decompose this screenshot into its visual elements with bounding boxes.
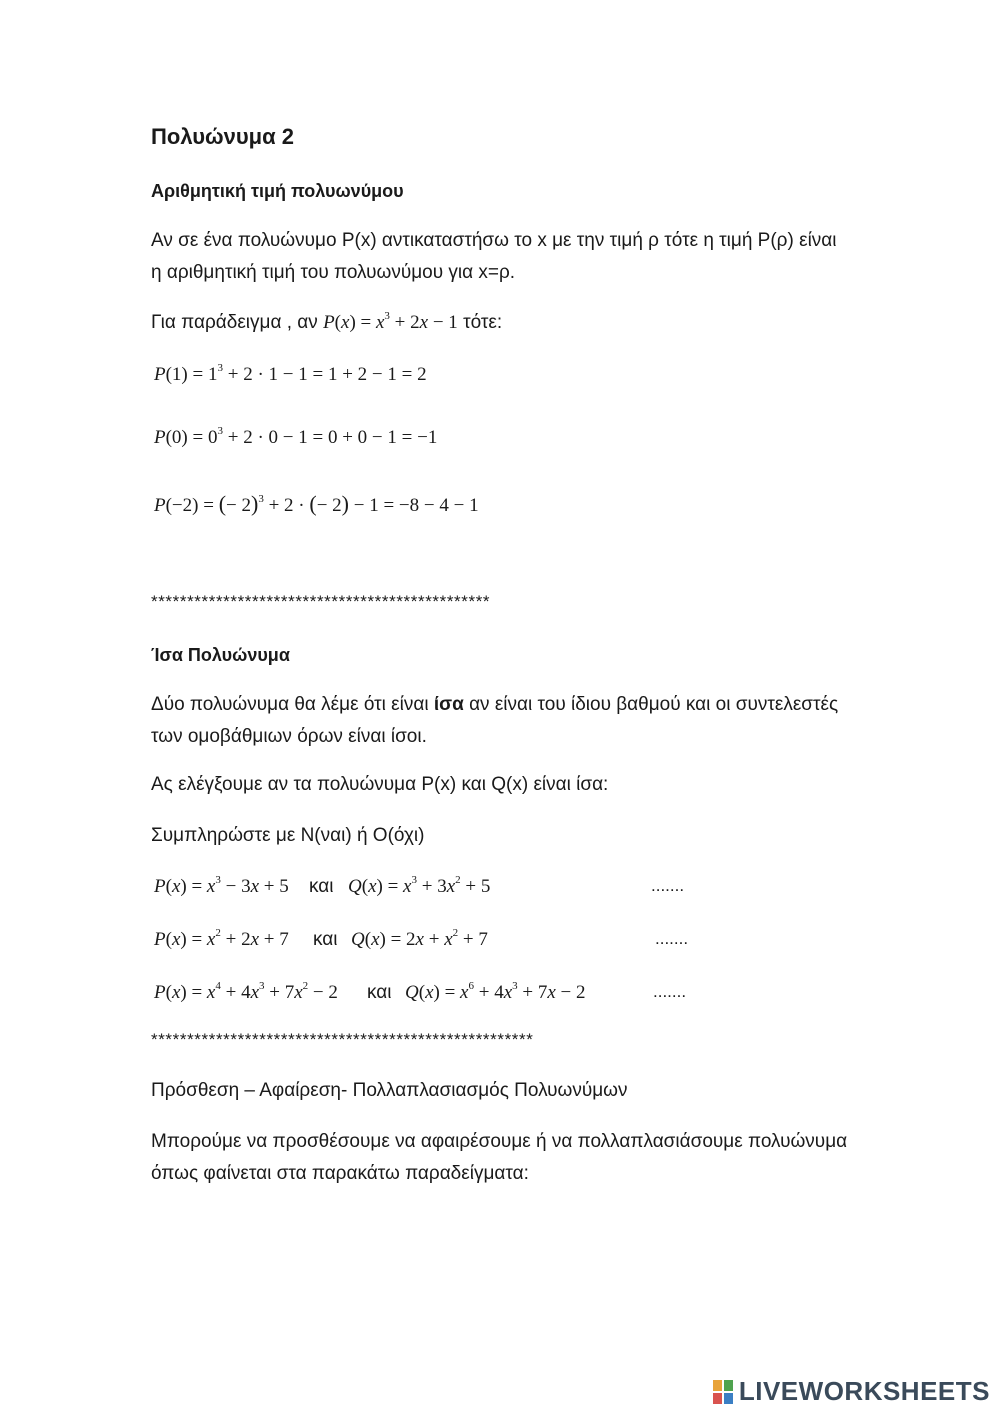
logo-square-2 xyxy=(724,1380,733,1391)
logo-text: LIVEWORKSHEETS xyxy=(738,1376,990,1406)
calc-line-1: $P(1) = 1^3 + 2 \cdot 1 - 1 = 1 + 2 - 1 = 2$ xyxy=(154,362,427,385)
page-title: Πολυώνυμα 2 xyxy=(151,124,294,149)
section2-paragraph-post: αν είναι του ίδιου βαθμού και οι συντελεστές των ομοβάθμιων όρων είναι ίσοι. xyxy=(151,694,839,747)
pair-row-2-p: $P(x) = x^2 + 2x + 7$ xyxy=(154,927,289,950)
pair-row-1-p: $P(x) = x^3 - 3x + 5$ xyxy=(154,874,289,897)
check-text: Ας ελέγξουμε αν τα πολυώνυμα P(x) και Q(x) είναι ίσα: xyxy=(151,774,609,795)
pair-row-1-q: $Q(x) = x^3 + 3x^2 + 5$ xyxy=(348,874,491,897)
example-suffix: τότε: xyxy=(463,312,503,333)
pair-row-3-answer[interactable]: ....... xyxy=(653,982,687,1001)
instruction-text: Συμπληρώστε με Ν(ναι) ή Ο(όχι) xyxy=(151,825,425,846)
pair-row-3-connector: και xyxy=(367,982,392,1003)
separator-1: *********************************************** xyxy=(151,592,491,611)
separator-2: ***************************************************** xyxy=(151,1030,534,1049)
pair-row-3-q: $Q(x) = x^6 + 4x^3 + 7x - 2$ xyxy=(405,980,586,1003)
section2-paragraph-pre: Δύο πολυώνυμα θα λέμε ότι είναι xyxy=(151,694,434,715)
logo-square-4 xyxy=(724,1393,733,1404)
pair-row-2-q: $Q(x) = 2x + x^2 + 7$ xyxy=(351,927,488,950)
section1-paragraph: Αν σε ένα πολυώνυμο P(x) αντικαταστήσω το x με την τιμή ρ τότε η τιμή P(ρ) είναι η αριθμητική τιμή του πολυωνύμου για x=ρ. xyxy=(151,230,837,283)
section1-heading: Αριθμητική τιμή πολυωνύμου xyxy=(151,181,404,201)
section2-paragraph-bold: ίσα xyxy=(433,694,464,715)
logo-square-3 xyxy=(713,1393,722,1404)
pair-row-1-answer[interactable]: ....... xyxy=(651,876,685,895)
section2-paragraph xyxy=(151,689,851,753)
section3-heading: Πρόσθεση – Αφαίρεση- Πολλαπλασιασμός Πολυωνύμων xyxy=(151,1080,628,1101)
section2-heading: Ίσα Πολυώνυμα xyxy=(151,645,290,665)
pair-row-2-connector: και xyxy=(313,929,338,950)
calc-line-2: $P(0) = 0^3 + 2 \cdot 0 - 1 = 0 + 0 - 1 = -1$ xyxy=(154,425,438,448)
section3-paragraph: Μπορούμε να προσθέσουμε να αφαιρέσουμε ή να πολλαπλασιάσουμε πολυώνυμα όπως φαίνεται στα παρακάτω παραδείγματα: xyxy=(151,1131,848,1184)
pair-row-2-answer[interactable]: ....... xyxy=(655,929,689,948)
pair-row-1-connector: και xyxy=(309,876,334,897)
liveworksheets-logo[interactable] xyxy=(713,1376,990,1407)
calc-line-3: P(−2) = (− 2)$^3$ + 2 · (− 2) − 1 = −8 − 4 − 1 xyxy=(154,491,479,516)
logo-mark-icon xyxy=(713,1380,733,1404)
example-polynomial: $P(x) = x^3 + 2x - 1$ xyxy=(323,310,458,333)
logo-square-1 xyxy=(713,1380,722,1391)
example-prefix: Για παράδειγμα , αν xyxy=(151,312,318,333)
example-line xyxy=(151,312,502,334)
pair-row-3-p: $P(x) = x^4 + 4x^3 + 7x^2 - 2$ xyxy=(154,980,338,1003)
